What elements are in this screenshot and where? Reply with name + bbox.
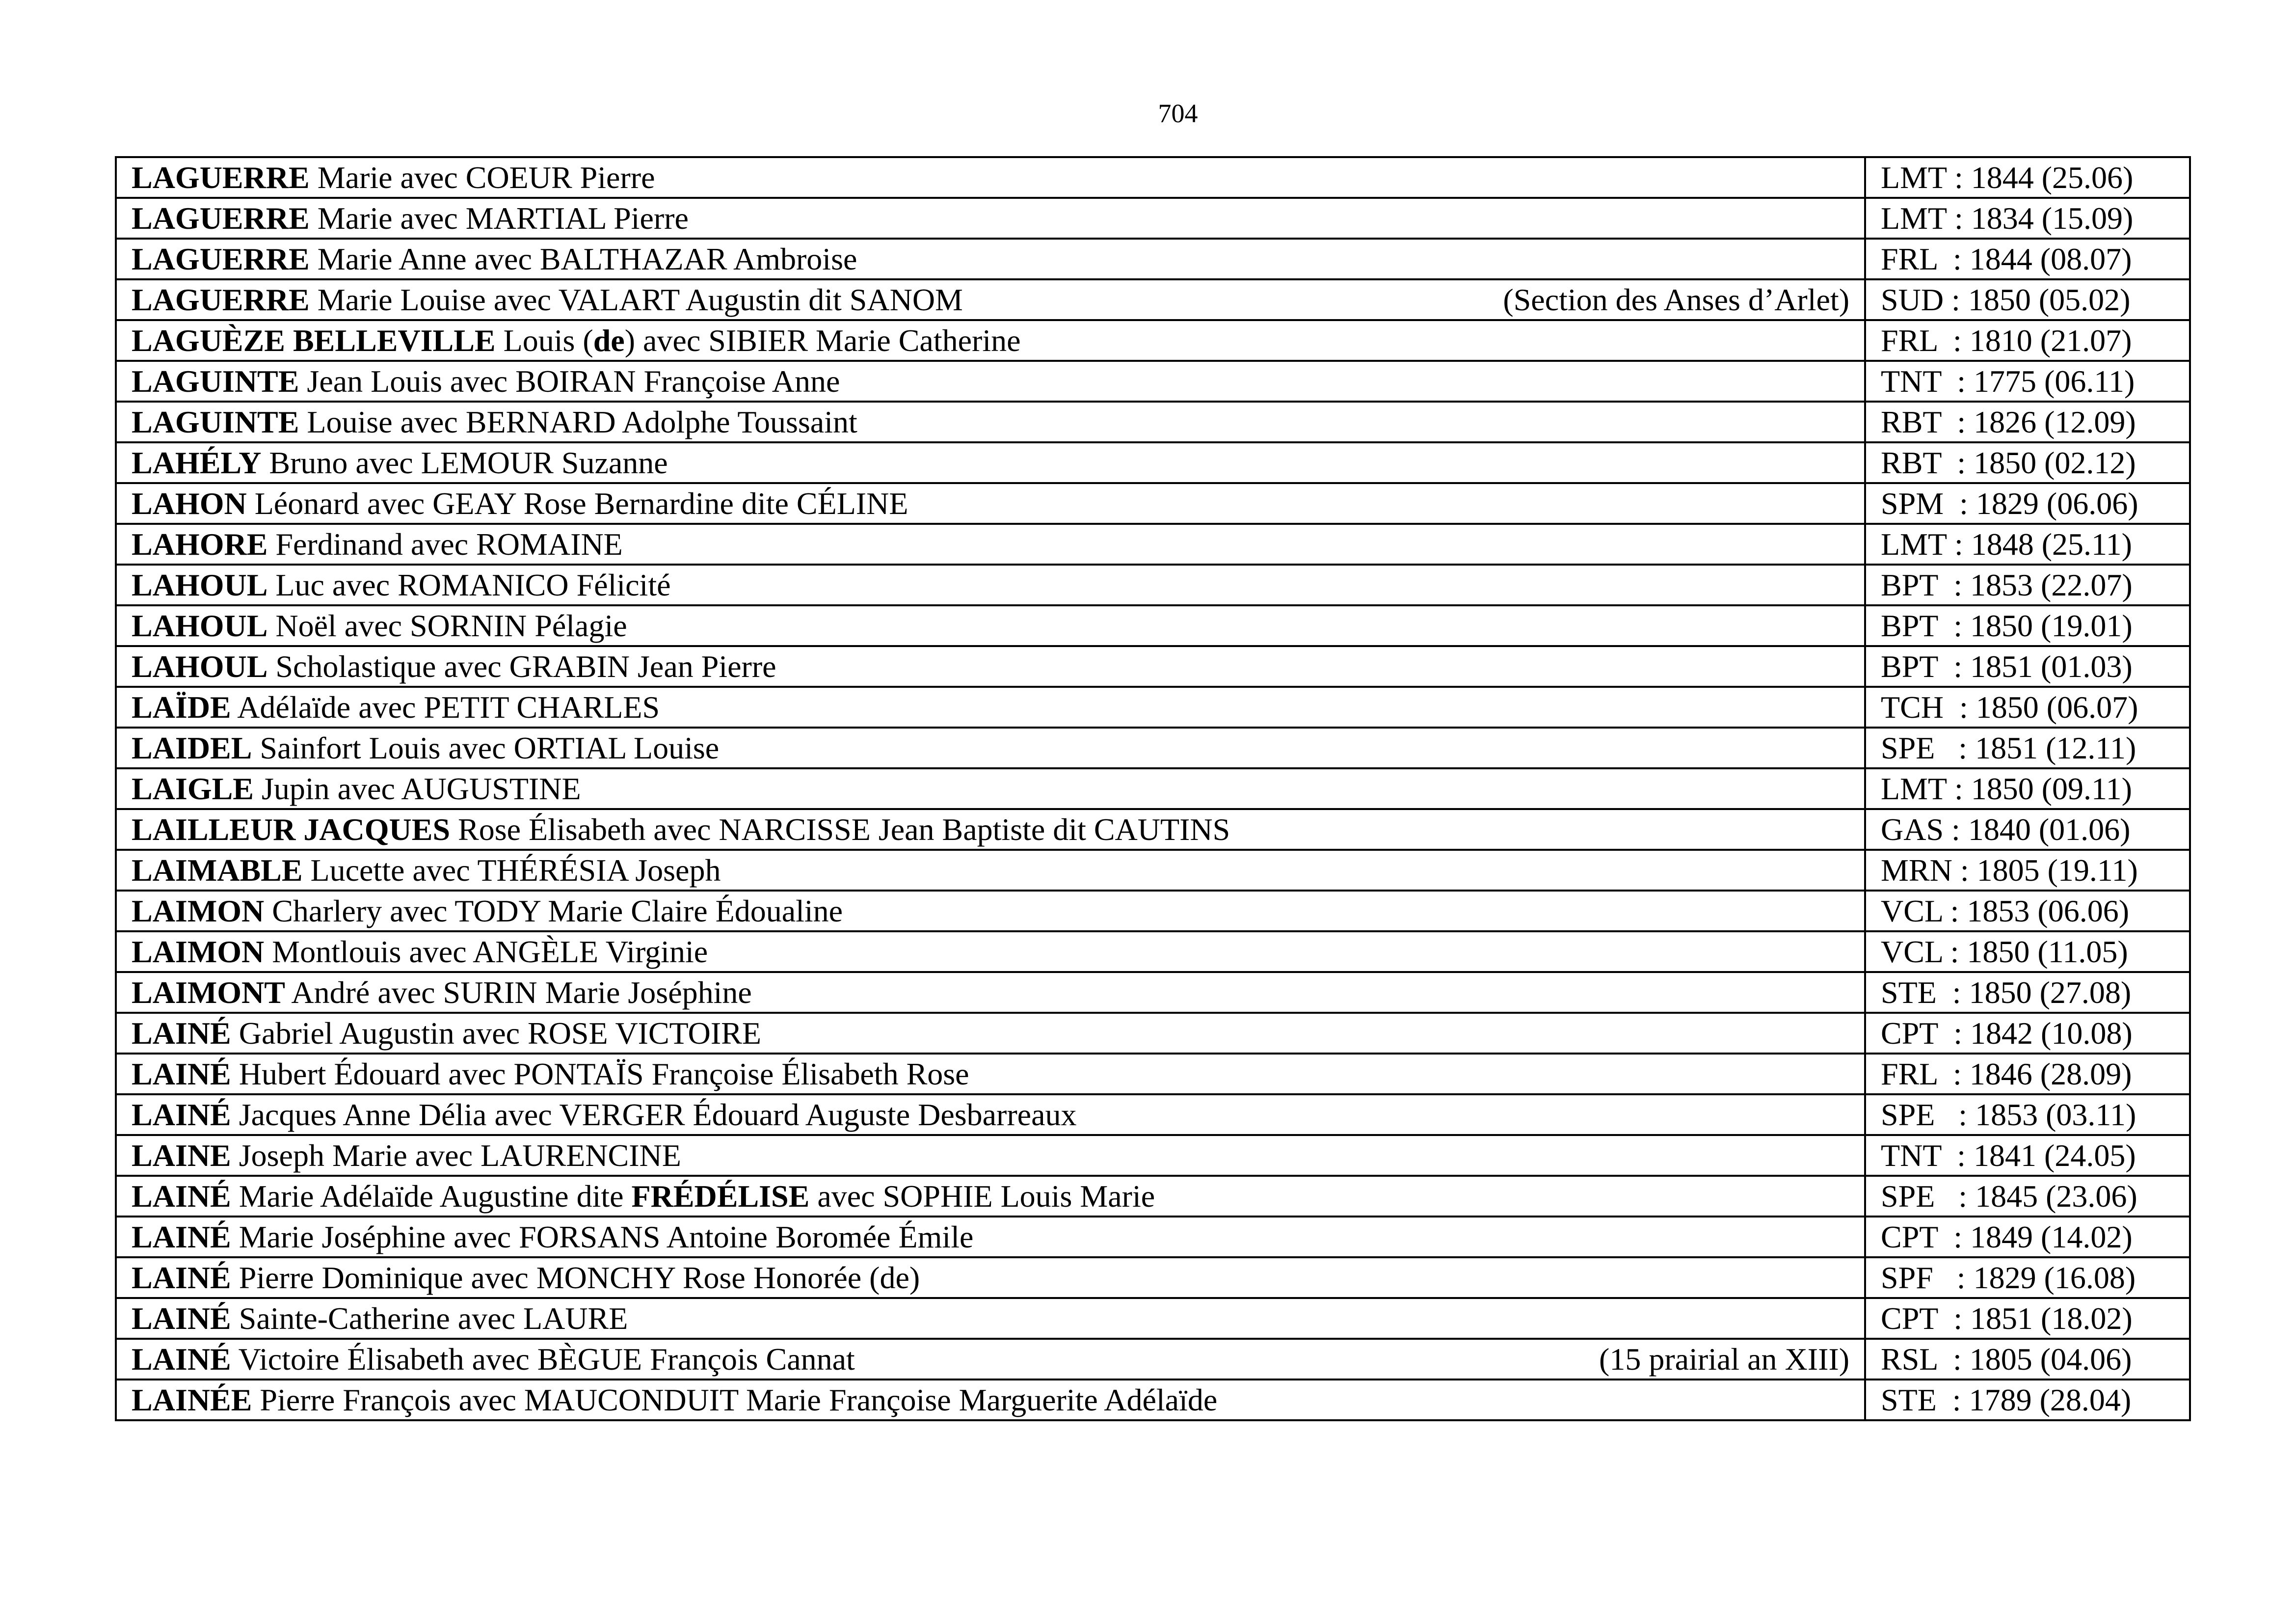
entry-text-part: Pierre Dominique avec MONCHY Rose Honorée (de): [231, 1260, 920, 1295]
table-row: [116, 157, 2190, 198]
entry-text-part: Joseph Marie avec LAURENCINE: [231, 1137, 681, 1173]
entry-text-part: Noël avec SORNIN Pélagie: [267, 608, 627, 643]
entry-content: [132, 322, 1849, 360]
entry-names: [132, 974, 752, 1012]
entry-cell: [116, 361, 1865, 402]
surname-bold: LAIDEL: [132, 730, 252, 765]
surname-bold: LAHOUL: [132, 567, 268, 602]
surname-bold: FRÉDÉLISE: [631, 1178, 810, 1214]
register-reference: TNT : 1841 (24.05): [1865, 1135, 2190, 1176]
entry-names: [132, 1096, 1076, 1134]
table-row: [116, 1298, 2190, 1339]
entry-text-part: Montlouis avec ANGÈLE Virginie: [264, 934, 708, 969]
entry-cell: [116, 1298, 1865, 1339]
entry-text-part: Jean Louis avec BOIRAN Françoise Anne: [299, 363, 840, 399]
table-row: [116, 972, 2190, 1013]
table-row: [116, 687, 2190, 728]
surname-bold: LAINÉ: [132, 1341, 231, 1377]
entry-content: [132, 1340, 1849, 1379]
table-row: [116, 1054, 2190, 1094]
entry-names: [132, 1218, 973, 1256]
register-reference: LMT : 1844 (25.06): [1865, 157, 2190, 198]
surname-bold: LAILLEUR JACQUES: [132, 812, 451, 847]
entry-names: [132, 1177, 1155, 1216]
register-reference: LMT : 1834 (15.09): [1865, 198, 2190, 239]
entry-text-part: Marie Anne avec BALTHAZAR Ambroise: [309, 241, 857, 276]
entry-text-part: Marie Louise avec VALART Augustin dit SANOM: [309, 282, 963, 317]
entry-text-part: Scholastique avec GRABIN Jean Pierre: [267, 649, 776, 684]
entry-content: [132, 199, 1849, 238]
surname-bold: de: [593, 323, 625, 358]
entry-names: [132, 159, 655, 197]
surname-bold: LAIMABLE: [132, 852, 303, 888]
entry-names: [132, 322, 1021, 360]
register-reference: CPT : 1851 (18.02): [1865, 1298, 2190, 1339]
table-row: [116, 198, 2190, 239]
entry-names: [132, 1014, 761, 1053]
entry-content: [132, 1299, 1849, 1338]
entry-cell: [116, 1257, 1865, 1298]
entry-content: [132, 1259, 1849, 1297]
entry-cell: [116, 1094, 1865, 1135]
register-reference: STE : 1850 (27.08): [1865, 972, 2190, 1013]
surname-bold: LAINÉ: [132, 1300, 231, 1336]
register-reference: VCL : 1853 (06.06): [1865, 891, 2190, 931]
entry-names: [132, 444, 668, 482]
entry-text-part: Jupin avec AUGUSTINE: [253, 771, 581, 806]
table-row: [116, 850, 2190, 891]
surname-bold: LAINÉ: [132, 1097, 231, 1132]
entry-content: [132, 1136, 1849, 1175]
entry-cell: [116, 1380, 1865, 1420]
entry-text-part: Louis (: [495, 323, 593, 358]
entry-cell: [116, 809, 1865, 850]
surname-bold: LAGUERRE: [132, 160, 310, 195]
entry-names: [132, 1381, 1217, 1419]
table-row: [116, 402, 2190, 442]
table-row: [116, 524, 2190, 565]
entry-cell: [116, 402, 1865, 442]
table-row: [116, 361, 2190, 402]
table-row: [116, 1135, 2190, 1176]
entry-names: [132, 1340, 855, 1379]
entry-names: [132, 1055, 969, 1093]
register-reference: SPM : 1829 (06.06): [1865, 483, 2190, 524]
table-row: [116, 1176, 2190, 1217]
entry-cell: [116, 483, 1865, 524]
entry-content: [132, 525, 1849, 564]
register-reference: SPE : 1853 (03.11): [1865, 1094, 2190, 1135]
table-row: [116, 646, 2190, 687]
entry-names: [132, 770, 581, 808]
table-row: [116, 728, 2190, 768]
entry-text-part: Charlery avec TODY Marie Claire Édoualine: [264, 893, 843, 928]
entry-names: [132, 403, 857, 441]
entry-content: [132, 648, 1849, 686]
surname-bold: LAIGLE: [132, 771, 254, 806]
surname-bold: LAINE: [132, 1137, 231, 1173]
entry-text-part: Marie avec COEUR Pierre: [309, 160, 655, 195]
entry-text-part: Gabriel Augustin avec ROSE VICTOIRE: [231, 1015, 761, 1051]
entry-names: [132, 1136, 681, 1175]
entry-names: [132, 729, 719, 767]
register-reference: RBT : 1826 (12.09): [1865, 402, 2190, 442]
entry-text-part: Ferdinand avec ROMAINE: [267, 526, 623, 562]
table-row: [116, 442, 2190, 483]
entry-cell: [116, 687, 1865, 728]
entry-names: [132, 607, 627, 645]
entry-content: [132, 159, 1849, 197]
entry-text-part: Victoire Élisabeth avec BÈGUE François Cannat: [231, 1341, 855, 1377]
entry-cell: [116, 1013, 1865, 1054]
register-reference: BPT : 1853 (22.07): [1865, 565, 2190, 605]
entry-text-part: Marie avec MARTIAL Pierre: [309, 200, 689, 236]
entry-content: [132, 851, 1849, 890]
entry-content: [132, 1055, 1849, 1093]
entry-names: [132, 648, 776, 686]
entry-content: [132, 1381, 1849, 1419]
register-reference: RSL : 1805 (04.06): [1865, 1339, 2190, 1380]
entry-text-part: Hubert Édouard avec PONTAÏS Françoise Élisabeth Rose: [231, 1056, 969, 1091]
entry-cell: [116, 1176, 1865, 1217]
register-reference: CPT : 1842 (10.08): [1865, 1013, 2190, 1054]
entry-cell: [116, 646, 1865, 687]
register-reference: CPT : 1849 (14.02): [1865, 1217, 2190, 1257]
surname-bold: LAGUERRE: [132, 200, 310, 236]
entry-names: [132, 933, 708, 971]
table-row: [116, 768, 2190, 809]
entry-text-part: Marie Adélaïde Augustine dite: [231, 1178, 632, 1214]
table-row: [116, 605, 2190, 646]
marriage-register-table: [115, 156, 2191, 1421]
entry-content: [132, 362, 1849, 401]
entry-cell: [116, 198, 1865, 239]
surname-bold: LAGUINTE: [132, 363, 299, 399]
entry-content: [132, 729, 1849, 767]
entry-content: [132, 1177, 1849, 1216]
entry-text-part: Léonard avec GEAY Rose Bernardine dite CÉLINE: [246, 486, 908, 521]
page-number: 704: [1158, 99, 1198, 128]
entry-cell: [116, 931, 1865, 972]
register-reference: FRL : 1810 (21.07): [1865, 320, 2190, 361]
entry-cell: [116, 157, 1865, 198]
entry-content: [132, 1096, 1849, 1134]
entry-content: [132, 281, 1849, 319]
entry-names: [132, 1259, 920, 1297]
surname-bold: LAHORE: [132, 526, 268, 562]
entry-text-part: Marie Joséphine avec FORSANS Antoine Boromée Émile: [231, 1219, 974, 1254]
surname-bold: LAHOUL: [132, 649, 268, 684]
entry-text-part: Luc avec ROMANICO Félicité: [267, 567, 671, 602]
surname-bold: LAINÉ: [132, 1219, 231, 1254]
table-row: [116, 239, 2190, 279]
entry-text-part: Lucette avec THÉRÉSIA Joseph: [302, 852, 721, 888]
surname-bold: LAINÉ: [132, 1015, 231, 1051]
entry-cell: [116, 239, 1865, 279]
register-reference: LMT : 1848 (25.11): [1865, 524, 2190, 565]
entry-names: [132, 199, 689, 238]
entry-cell: [116, 1135, 1865, 1176]
table-row: [116, 279, 2190, 320]
entry-content: [132, 566, 1849, 604]
table-row: [116, 1257, 2190, 1298]
entry-names: [132, 525, 623, 564]
surname-bold: LAHOUL: [132, 608, 268, 643]
surname-bold: LAHON: [132, 486, 247, 521]
surname-bold: LAIMON: [132, 934, 265, 969]
entry-names: [132, 892, 843, 930]
entry-cell: [116, 768, 1865, 809]
entry-text-part: Sainte-Catherine avec LAURE: [231, 1300, 628, 1336]
table-row: [116, 1013, 2190, 1054]
surname-bold: LAGUERRE: [132, 241, 310, 276]
register-reference: TCH : 1850 (06.07): [1865, 687, 2190, 728]
surname-bold: LAINÉ: [132, 1178, 231, 1214]
surname-bold: LAGUERRE: [132, 282, 310, 317]
entry-text-part: André avec SURIN Marie Joséphine: [285, 974, 752, 1010]
table-row: [116, 1217, 2190, 1257]
entry-content: [132, 240, 1849, 278]
entry-content: [132, 607, 1849, 645]
register-reference: SPE : 1845 (23.06): [1865, 1176, 2190, 1217]
entry-content: [132, 1218, 1849, 1256]
surname-bold: LAINÉE: [132, 1382, 252, 1417]
surname-bold: LAGUÈZE BELLEVILLE: [132, 323, 496, 358]
table-row: [116, 891, 2190, 931]
table-row: [116, 1380, 2190, 1420]
entry-content: [132, 688, 1849, 727]
entry-cell: [116, 524, 1865, 565]
entry-names: [132, 240, 857, 278]
entry-cell: [116, 1054, 1865, 1094]
entry-cell: [116, 1339, 1865, 1380]
entry-names: [132, 281, 963, 319]
entry-cell: [116, 728, 1865, 768]
entry-names: [132, 851, 721, 890]
entry-content: [132, 485, 1849, 523]
table-row: [116, 320, 2190, 361]
entry-cell: [116, 320, 1865, 361]
surname-bold: LAÏDE: [132, 689, 231, 725]
entry-content: [132, 892, 1849, 930]
entry-text-part: Bruno avec LEMOUR Suzanne: [261, 445, 668, 480]
table-row: [116, 1094, 2190, 1135]
entry-cell: [116, 442, 1865, 483]
entry-content: [132, 403, 1849, 441]
register-reference: SUD : 1850 (05.02): [1865, 279, 2190, 320]
surname-bold: LAIMONT: [132, 974, 285, 1010]
entry-text-part: Louise avec BERNARD Adolphe Toussaint: [299, 404, 857, 439]
entry-names: [132, 811, 1230, 849]
register-reference: GAS : 1840 (01.06): [1865, 809, 2190, 850]
entry-names: [132, 362, 840, 401]
surname-bold: LAHÉLY: [132, 445, 262, 480]
register-reference: SPF : 1829 (16.08): [1865, 1257, 2190, 1298]
register-body: [116, 157, 2190, 1420]
entry-content: [132, 974, 1849, 1012]
register-reference: FRL : 1844 (08.07): [1865, 239, 2190, 279]
surname-bold: LAIMON: [132, 893, 265, 928]
entry-content: [132, 811, 1849, 849]
entry-text-part: Adélaïde avec PETIT CHARLES: [231, 689, 660, 725]
register-reference: BPT : 1850 (19.01): [1865, 605, 2190, 646]
table-row: [116, 809, 2190, 850]
entry-cell: [116, 850, 1865, 891]
entry-text-part: ) avec SIBIER Marie Catherine: [624, 323, 1021, 358]
entry-cell: [116, 565, 1865, 605]
entry-cell: [116, 891, 1865, 931]
surname-bold: LAGUINTE: [132, 404, 299, 439]
register-reference: STE : 1789 (28.04): [1865, 1380, 2190, 1420]
entry-content: [132, 444, 1849, 482]
entry-cell: [116, 605, 1865, 646]
register-reference: BPT : 1851 (01.03): [1865, 646, 2190, 687]
register-reference: MRN : 1805 (19.11): [1865, 850, 2190, 891]
entry-names: [132, 566, 671, 604]
table-row: [116, 931, 2190, 972]
entry-text-part: Rose Élisabeth avec NARCISSE Jean Baptiste dit CAUTINS: [450, 812, 1230, 847]
table-row: [116, 483, 2190, 524]
register-reference: TNT : 1775 (06.11): [1865, 361, 2190, 402]
entry-note: (Section des Anses d’Arlet): [1503, 282, 1849, 317]
entry-text-part: Jacques Anne Délia avec VERGER Édouard Auguste Desbarreaux: [231, 1097, 1077, 1132]
entry-names: [132, 688, 660, 727]
register-reference: LMT : 1850 (09.11): [1865, 768, 2190, 809]
entry-content: [132, 770, 1849, 808]
surname-bold: LAINÉ: [132, 1260, 231, 1295]
register-reference: VCL : 1850 (11.05): [1865, 931, 2190, 972]
register-reference: FRL : 1846 (28.09): [1865, 1054, 2190, 1094]
entry-names: [132, 485, 908, 523]
register-reference: SPE : 1851 (12.11): [1865, 728, 2190, 768]
entry-content: [132, 933, 1849, 971]
entry-text-part: avec SOPHIE Louis Marie: [809, 1178, 1155, 1214]
entry-text-part: Pierre François avec MAUCONDUIT Marie Françoise Marguerite Adélaïde: [252, 1382, 1218, 1417]
entry-text-part: Sainfort Louis avec ORTIAL Louise: [252, 730, 720, 765]
entry-cell: [116, 972, 1865, 1013]
register-reference: RBT : 1850 (02.12): [1865, 442, 2190, 483]
table-row: [116, 1339, 2190, 1380]
entry-cell: [116, 1217, 1865, 1257]
entry-names: [132, 1299, 628, 1338]
table-row: [116, 565, 2190, 605]
entry-content: [132, 1014, 1849, 1053]
entry-note: (15 prairial an XIII): [1599, 1341, 1849, 1377]
surname-bold: LAINÉ: [132, 1056, 231, 1091]
entry-cell: [116, 279, 1865, 320]
